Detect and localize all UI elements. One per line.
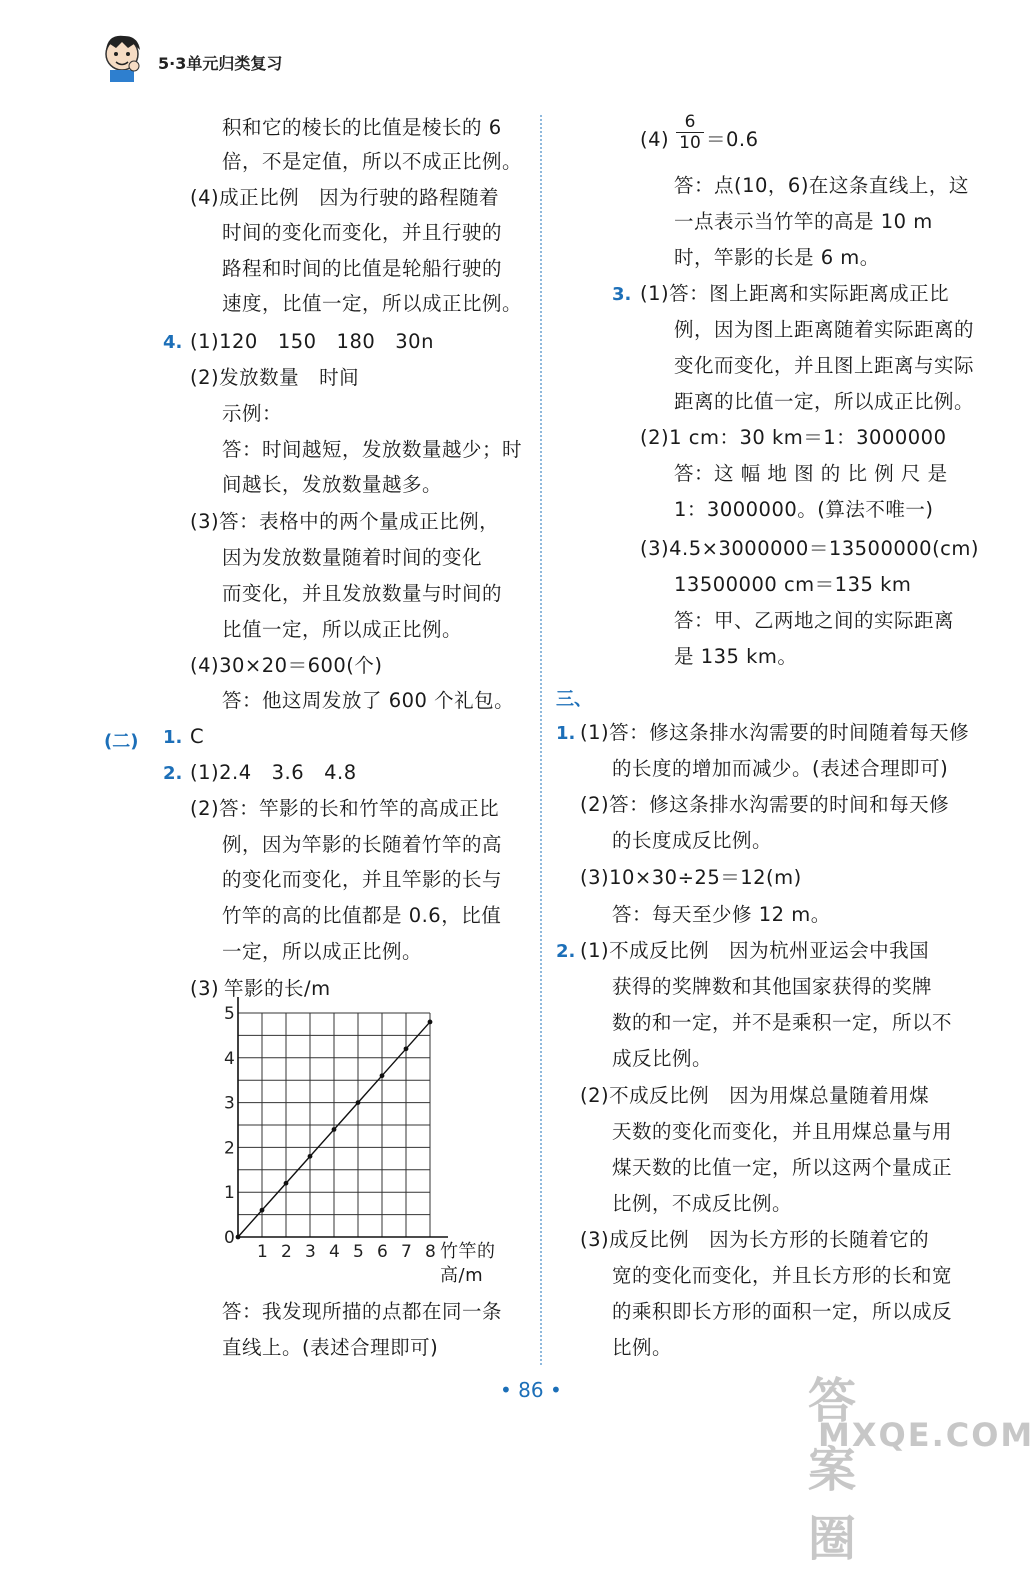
data-point (356, 1100, 361, 1105)
y-tick-label: 3 (224, 1093, 235, 1114)
data-point (260, 1208, 265, 1213)
answer-line: 时间的变化而变化，并且行驶的 (222, 221, 503, 244)
x-tick-label: 1 (257, 1242, 268, 1262)
answer-line: (1)120 150 180 30n (190, 330, 434, 353)
question-number: 2. (556, 941, 576, 962)
answer-line: (3)4.5×3000000＝13500000(cm) (640, 537, 980, 560)
answer-line: (4)30×20＝600(个) (190, 654, 383, 677)
watermark-logo: 答案圈 (808, 1373, 855, 1567)
fraction-numerator: 6 (676, 113, 704, 133)
answer-line: 一定，所以成正比例。 (222, 940, 423, 963)
x-tick-label: 4 (329, 1242, 340, 1262)
answer-line: 答：每天至少修 12 m。 (612, 903, 831, 926)
answer-line: (2)不成反比例 因为用煤总量随着用煤 (580, 1084, 930, 1107)
x-tick-label: 2 (281, 1242, 292, 1262)
header-title: 5·3单元归类复习 (158, 54, 283, 73)
answer-line: 路程和时间的比值是轮船行驶的 (222, 257, 503, 280)
answer-line: 直线上。(表述合理即可) (222, 1336, 439, 1359)
answer-line: (3)答：表格中的两个量成正比例， (190, 510, 500, 533)
y-tick-label: 2 (224, 1138, 235, 1159)
answer-line: 答：时间越短，发放数量越少；时 (222, 438, 523, 461)
data-point (284, 1181, 289, 1186)
answer-line: 成反比例。 (612, 1047, 713, 1070)
answer-line: 答：我发现所描的点都在同一条 (222, 1300, 503, 1323)
page-number: • 86 • (500, 1378, 562, 1402)
data-point (428, 1020, 433, 1025)
answer-line: 答：他这周发放了 600 个礼包。 (222, 689, 515, 712)
data-point (332, 1127, 337, 1132)
data-point (236, 1235, 241, 1240)
answer-line: 时，竿影的长是 6 m。 (674, 246, 880, 269)
answer-line: 而变化，并且发放数量与时间的 (222, 582, 503, 605)
question-number: 1. (556, 723, 576, 744)
column-divider (540, 115, 542, 1365)
answer-line: (4) (640, 128, 670, 151)
answer-line: 变化而变化，并且图上距离与实际 (674, 354, 975, 377)
graph-x-label-line1: 竹竿的 (440, 1241, 496, 1262)
section-label: 三、 (556, 689, 592, 710)
graph-x-label-line2: 高/m (440, 1265, 484, 1286)
answer-line: 答：甲、乙两地之间的实际距离 (674, 609, 955, 632)
x-tick-label: 5 (353, 1242, 364, 1262)
x-tick-label: 6 (377, 1242, 388, 1262)
y-tick-label: 4 (224, 1048, 235, 1069)
question-number: 3. (612, 284, 632, 305)
fraction (676, 113, 704, 153)
answer-line: (3)10×30÷25＝12(m) (580, 866, 802, 889)
answer-line: 比例。 (612, 1336, 673, 1359)
answer-line: 比值一定，所以成正比例。 (222, 618, 463, 641)
answer-line: (4)成正比例 因为行驶的路程随着 (190, 186, 500, 209)
answer-line: 比例，不成反比例。 (612, 1192, 793, 1215)
answer-line: 例，因为竿影的长随着竹竿的高 (222, 833, 503, 856)
answer-line: (2)发放数量 时间 (190, 366, 360, 389)
section-label: (二) (104, 731, 139, 752)
answer-line: (1)2.4 3.6 4.8 (190, 761, 357, 784)
data-point (308, 1154, 313, 1159)
answer-line: (2)答：竿影的长和竹竿的高成正比 (190, 797, 500, 820)
answer-line: (2)1 cm：30 km＝1：3000000 (640, 426, 947, 449)
answer-line: 是 135 km。 (674, 645, 798, 668)
answer-line: C (190, 725, 205, 748)
answer-line: 间越长，发放数量越多。 (222, 473, 443, 496)
answer-line: 天数的变化而变化，并且用煤总量与用 (612, 1120, 953, 1143)
answer-line: (1)不成反比例 因为杭州亚运会中我国 (580, 939, 930, 962)
question-number: 2. (163, 763, 183, 784)
y-tick-label: 0 (224, 1228, 235, 1248)
answer-line: 的长度的增加而减少。(表述合理即可) (612, 757, 949, 780)
answer-line: 示例： (222, 402, 283, 425)
answer-line: 1：3000000。(算法不唯一) (674, 498, 934, 521)
answer-line: 速度，比值一定，所以成正比例。 (222, 292, 523, 315)
answer-line: 答：点(10，6)在这条直线上，这 (674, 174, 969, 197)
answer-line: 数的和一定，并不是乘积一定，所以不 (612, 1011, 953, 1034)
answer-line: 宽的变化而变化，并且长方形的长和宽 (612, 1264, 953, 1287)
answer-line: 的变化而变化，并且竿影的长与 (222, 868, 503, 891)
answer-line: 的长度成反比例。 (612, 829, 773, 852)
answer-line: 因为发放数量随着时间的变化 (222, 546, 483, 569)
answer-line: 的乘积即长方形的面积一定，所以成反 (612, 1300, 953, 1323)
proportion-graph (190, 975, 520, 1285)
answer-line: (1)答：修这条排水沟需要的时间随着每天修 (580, 721, 970, 744)
question-number: 1. (163, 727, 183, 748)
graph-y-label: 竿影的长/m (224, 977, 331, 1000)
answer-line: 例，因为图上距离随着实际距离的 (674, 318, 975, 341)
answer-line: ＝0.6 (706, 128, 759, 151)
answer-line: 答：这 幅 地 图 的 比 例 尺 是 (674, 462, 948, 485)
answer-line: (1)答：图上距离和实际距离成正比 (640, 282, 950, 305)
y-tick-label: 1 (224, 1183, 235, 1204)
fraction-denominator: 10 (679, 132, 701, 153)
answer-line: (3) (190, 977, 220, 1000)
answer-line: 获得的奖牌数和其他国家获得的奖牌 (612, 975, 933, 998)
boy-mascot-icon (98, 30, 150, 82)
y-tick-label: 5 (224, 1004, 235, 1024)
x-tick-label: 3 (305, 1242, 316, 1262)
answer-line: 倍，不是定值，所以不成正比例。 (222, 150, 523, 173)
answer-line: 距离的比值一定，所以成正比例。 (674, 390, 975, 413)
watermark-url: MXQE.COM (818, 1416, 1034, 1454)
x-tick-label: 8 (425, 1242, 436, 1262)
answer-line: 一点表示当竹竿的高是 10 m (674, 210, 933, 233)
answer-line: 煤天数的比值一定，所以这两个量成正 (612, 1156, 953, 1179)
answer-line: 13500000 cm＝135 km (674, 573, 912, 596)
data-point (404, 1046, 409, 1051)
x-tick-label: 7 (401, 1242, 412, 1262)
answer-line: 积和它的棱长的比值是棱长的 6 (222, 116, 502, 139)
answer-line: (3)成反比例 因为长方形的长随着它的 (580, 1228, 930, 1251)
answer-line: 竹竿的高的比值都是 0.6，比值 (222, 904, 502, 927)
data-point (380, 1073, 385, 1078)
question-number: 4. (163, 332, 183, 353)
answer-line: (2)答：修这条排水沟需要的时间和每天修 (580, 793, 950, 816)
